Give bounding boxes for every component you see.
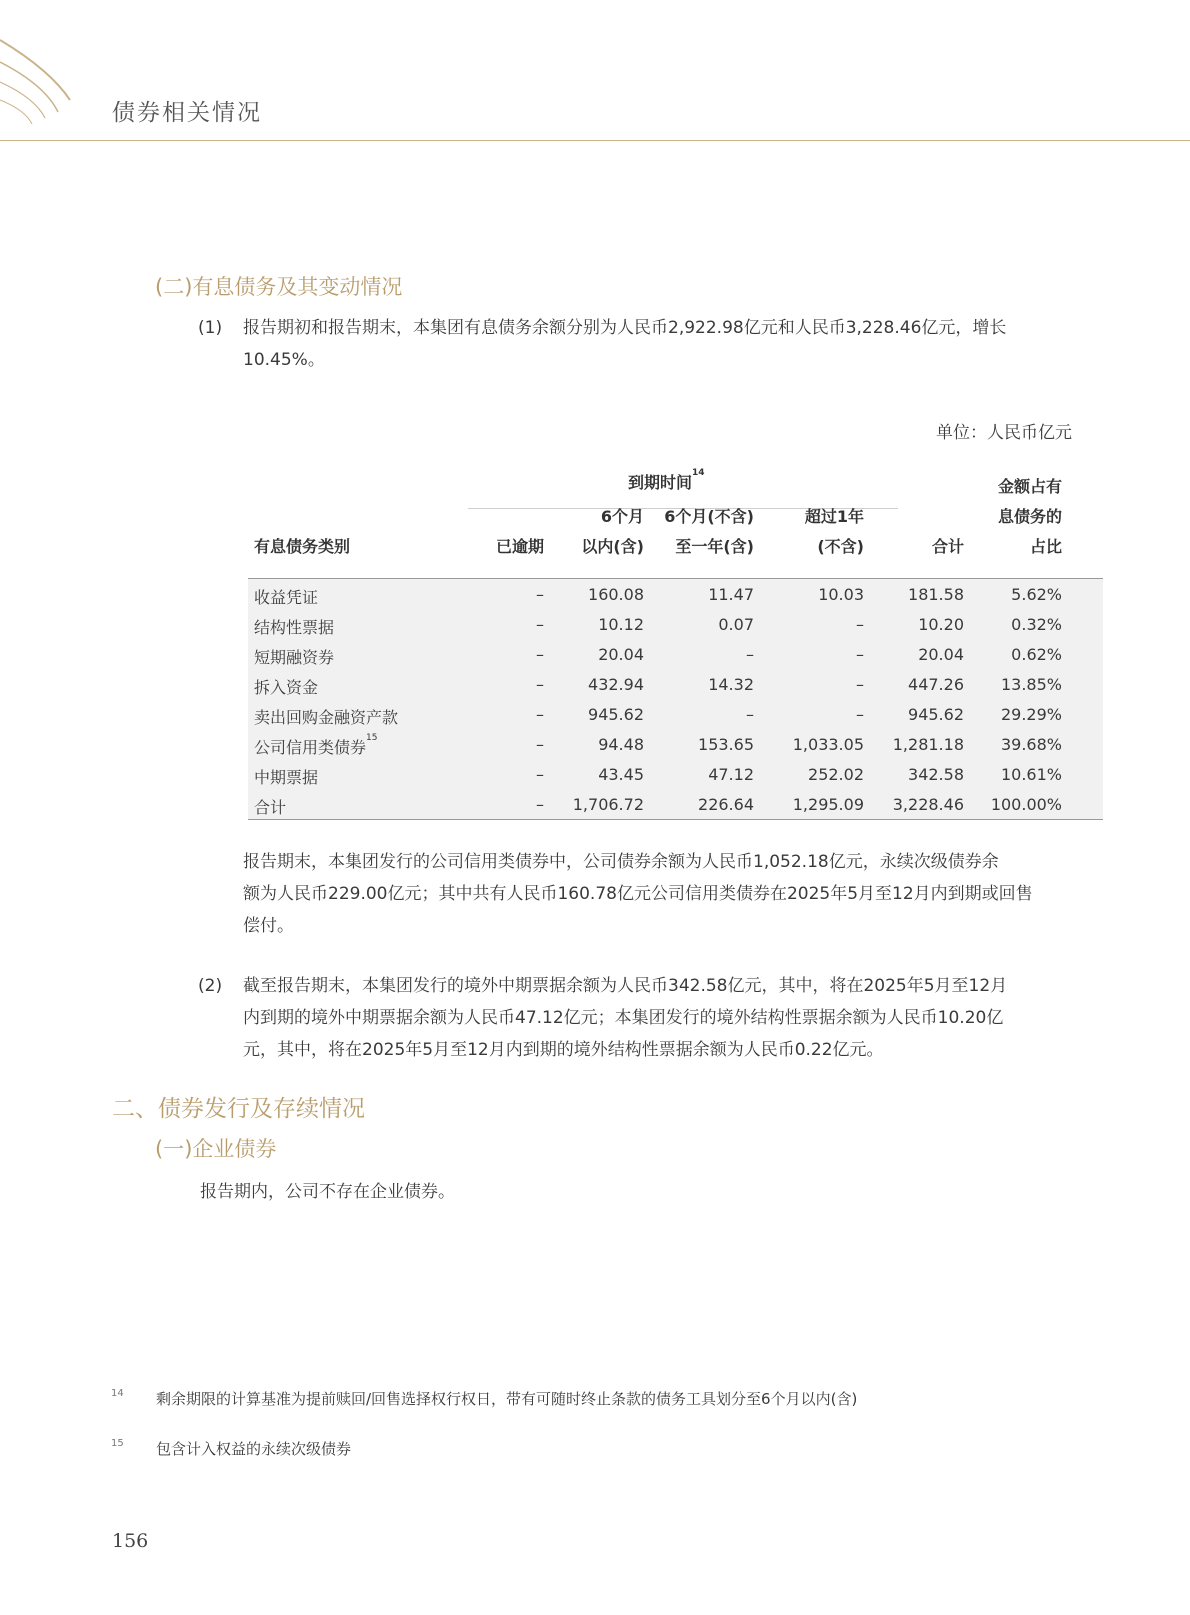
cell-category: 拆入资金	[254, 678, 319, 697]
cell-over1y: –	[856, 615, 864, 634]
page-number: 156	[112, 1530, 149, 1552]
footnote-ref-14: 14	[692, 468, 705, 478]
item2-paragraph	[198, 970, 1083, 1066]
cell-6m-1y: 153.65	[698, 735, 754, 754]
footnote-text: 剩余期限的计算基准为提前赎回/回售选择权行权日，带有可随时终止条款的债务工具划分至6个月以内(含)	[156, 1390, 858, 1408]
table-row	[248, 669, 1103, 699]
table-row	[248, 759, 1103, 789]
cell-share: 0.62%	[1011, 645, 1062, 664]
cell-category: 卖出回购金融资产款	[254, 708, 399, 727]
header-title: 债券相关情况	[112, 100, 262, 126]
cell-overdue: –	[536, 735, 544, 754]
cell-6m-1y: 226.64	[698, 795, 754, 814]
cell-within6: 20.04	[598, 645, 644, 664]
item1-paragraph	[198, 312, 1083, 376]
cell-within6: 10.12	[598, 615, 644, 634]
cell-within6: 43.45	[598, 765, 644, 784]
item1-line2: 10.45%。	[243, 350, 325, 370]
cell-category: 结构性票据	[254, 618, 335, 637]
cell-total: 10.20	[918, 615, 964, 634]
cell-share: 5.62%	[1011, 585, 1062, 604]
cell-within6: 945.62	[588, 705, 644, 724]
cell-category: 收益凭证	[254, 588, 319, 607]
cell-6m-1y: 14.32	[708, 675, 754, 694]
section-heading-bond-issuance: 二、债券发行及存续情况	[112, 1096, 365, 1122]
table-row	[248, 579, 1103, 609]
cell-total: 945.62	[908, 705, 964, 724]
unit-label: 单位：人民币亿元	[936, 423, 1072, 443]
enterprise-bonds-text: 报告期内，公司不存在企业债券。	[200, 1182, 455, 1202]
cell-overdue: –	[536, 615, 544, 634]
col-header-share-line3: 占比	[1029, 537, 1062, 556]
section-heading-interest-debt: (二)有息债务及其变动情况	[155, 275, 403, 299]
cell-6m-1y: –	[746, 705, 754, 724]
col-header-over1y-line1: 超过1年	[804, 507, 864, 526]
cell-share: 39.68%	[1000, 735, 1062, 754]
credit-bonds-paragraph	[243, 846, 1083, 942]
table-row	[248, 699, 1103, 729]
item2-number: (2)	[198, 976, 223, 996]
cell-share: 10.61%	[1000, 765, 1062, 784]
cell-share: 100.00%	[990, 795, 1062, 814]
col-header-6m-1y-line1: 6个月(不含)	[664, 507, 754, 526]
credit-bonds-line2: 额为人民币229.00亿元；其中共有人民币160.78亿元公司信用类债券在2025年5月至12月内到期或回售	[243, 884, 1033, 904]
cell-category: 短期融资券	[254, 648, 335, 667]
cell-total: 181.58	[908, 585, 964, 604]
footnote-ref-15: 15	[366, 733, 378, 743]
cell-overdue: –	[536, 675, 544, 694]
cell-within6: 1,706.72	[572, 795, 644, 814]
cell-over1y: –	[856, 675, 864, 694]
cell-6m-1y: –	[746, 645, 754, 664]
header-divider	[0, 140, 1190, 141]
maturity-group-header: 到期时间$^{14}$	[628, 468, 705, 492]
col-header-overdue: 已逾期	[495, 537, 544, 556]
cell-overdue: –	[536, 795, 544, 814]
cell-over1y: –	[856, 705, 864, 724]
cell-total: 20.04	[918, 645, 964, 664]
cell-over1y: –	[856, 645, 864, 664]
cell-total: 1,281.18	[892, 735, 964, 754]
item2-line2: 内到期的境外中期票据余额为人民币47.12亿元；本集团发行的境外结构性票据余额为人民币10.20亿	[243, 1008, 1004, 1028]
cell-share: 13.85%	[1000, 675, 1062, 694]
cell-total: 447.26	[908, 675, 964, 694]
header-decoration-arcs	[0, 0, 110, 130]
cell-category: 合计	[254, 798, 287, 817]
footnote-15	[111, 1438, 352, 1459]
col-header-share-line2: 息债务的	[997, 507, 1062, 526]
cell-share: 0.32%	[1011, 615, 1062, 634]
credit-bonds-line3: 偿付。	[243, 916, 294, 936]
cell-6m-1y: 0.07	[718, 615, 754, 634]
table-body	[248, 578, 1103, 820]
cell-overdue: –	[536, 705, 544, 724]
sub-heading-enterprise-bonds: (一)企业债券	[155, 1137, 277, 1161]
cell-within6: 94.48	[598, 735, 644, 754]
cell-total: 3,228.46	[892, 795, 964, 814]
table-row-total	[248, 789, 1103, 819]
footnote-mark: 15	[111, 1438, 124, 1449]
cell-6m-1y: 47.12	[708, 765, 754, 784]
cell-over1y: 252.02	[808, 765, 864, 784]
col-header-total: 合计	[931, 537, 964, 556]
cell-within6: 160.08	[588, 585, 644, 604]
item2-line3: 元，其中，将在2025年5月至12月内到期的境外结构性票据余额为人民币0.22亿元。	[243, 1040, 884, 1060]
cell-overdue: –	[536, 645, 544, 664]
footnote-14	[111, 1388, 858, 1409]
col-header-within6-line2: 以内(含)	[581, 537, 644, 556]
table-row	[248, 729, 1103, 759]
col-header-within6-line1: 6个月	[600, 507, 644, 526]
cell-over1y: 10.03	[818, 585, 864, 604]
item2-line1: 截至报告期末，本集团发行的境外中期票据余额为人民币342.58亿元，其中，将在2025年5月至12月	[243, 976, 1008, 996]
cell-6m-1y: 11.47	[708, 585, 754, 604]
table-row	[248, 609, 1103, 639]
footnote-mark: 14	[111, 1388, 124, 1399]
cell-overdue: –	[536, 765, 544, 784]
item1-line1: 报告期初和报告期末，本集团有息债务余额分别为人民币2,922.98亿元和人民币3,228.46亿元，增长	[243, 318, 1007, 338]
cell-share: 29.29%	[1000, 705, 1062, 724]
col-header-category: 有息债务类别	[254, 537, 351, 556]
cell-category: 公司信用类债券$^{15}$	[254, 733, 378, 757]
cell-total: 342.58	[908, 765, 964, 784]
credit-bonds-line1: 报告期末，本集团发行的公司信用类债券中，公司债券余额为人民币1,052.18亿元，永续次级债券余	[243, 852, 999, 872]
col-header-share-line1: 金额占有	[997, 477, 1062, 496]
cell-overdue: –	[536, 585, 544, 604]
cell-over1y: 1,295.09	[792, 795, 864, 814]
item1-number: (1)	[198, 318, 223, 338]
cell-over1y: 1,033.05	[792, 735, 864, 754]
col-header-6m-1y-line2: 至一年(含)	[675, 537, 754, 556]
col-header-over1y-line2: (不含)	[817, 537, 864, 556]
cell-within6: 432.94	[588, 675, 644, 694]
table-row	[248, 639, 1103, 669]
footnote-text: 包含计入权益的永续次级债券	[156, 1440, 352, 1458]
cell-category: 中期票据	[254, 768, 319, 787]
